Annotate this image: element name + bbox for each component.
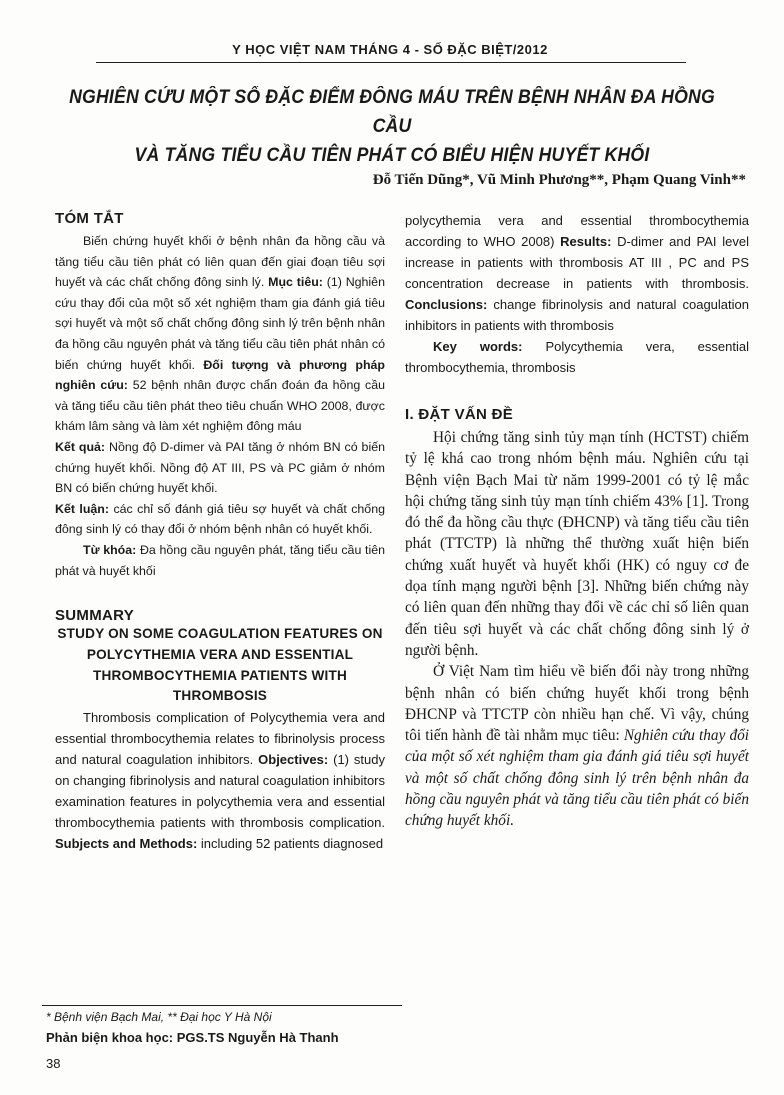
- abstract-vi-body: [55, 231, 385, 437]
- keywords-en-label: Key words:: [433, 339, 523, 354]
- journal-header: Y HỌC VIỆT NAM THÁNG 4 - SỐ ĐẶC BIỆT/2012: [232, 42, 548, 57]
- conclusion-para: [55, 499, 385, 540]
- section-1-para-2: [405, 661, 749, 831]
- subjects-label: Đối tượng và phương pháp nghiên cứu:: [55, 357, 385, 393]
- keywords-en-text: Polycythemia vera, essential thrombocythemia, thrombosis: [405, 339, 749, 375]
- objective-text: (1) Nghiên cứu thay đổi của một số xét nghiệm tham gia đánh giá tiêu sợi huyết và một số chất chống đông sinh lý trên bệnh nhân đa hồng cầu nguyên phát và tăng tiểu cầu tiên phát nhân có biến chứng huyết khối.: [55, 275, 385, 372]
- results-para: [55, 437, 385, 499]
- keywords-vi-label: Từ khóa:: [83, 542, 137, 557]
- summary-intro: Thrombosis complication of Polycythemia vera and essential thrombocythemia relates to fibrinolysis process and natural coagulation inhibitors.: [55, 710, 385, 768]
- objectives-text: (1) study on changing fibrinolysis and natural coagulation inhibitors examination features in polycythemia vera and essential thrombocythemia patients with thrombosis complication.: [55, 752, 385, 831]
- keywords-en-para: [405, 336, 749, 378]
- header-rule: [96, 62, 686, 63]
- objectives-label: Objectives:: [258, 752, 329, 768]
- summary-continued: [405, 210, 749, 378]
- subjects-text: 52 bệnh nhân được chẩn đoán đa hồng cầu và tăng tiểu cầu tiên phát theo tiêu chuẩn WHO 2008, được khám lâm sàng và làm xét nghiệm đông máu: [55, 378, 385, 434]
- section-1-para-1: Hội chứng tăng sinh tủy mạn tính (HCTST) chiếm tỷ lệ khá cao trong nhóm bệnh máu. Nghiên cứu tại Bệnh viện Bạch Mai từ năm 1999-2001 có tỷ lệ mắc hội chứng tăng sinh tủy mạn tính chiếm 43% [1]. Trong đó thể đa hồng cầu thực (ĐHCNP) và tăng tiểu cầu tiên phát (TTCTP) là những thể thường xuất hiện biến chứng xuất huyết và huyết khối (HK) có nguy cơ đe dọa tính mạng người bệnh [3]. Những biến chứng này có liên quan đến những thay đổi về các chỉ số liên quan đến tiêu sợi huyết và các chất chống đông sinh lý ở người bệnh.: [405, 429, 749, 659]
- title-line-1: NGHIÊN CỨU MỘT SỐ ĐẶC ĐIỂM ĐÔNG MÁU TRÊN BỆNH NHÂN ĐA HỒNG CẦU: [69, 87, 715, 137]
- title-line-2: VÀ TĂNG TIỂU CẦU TIÊN PHÁT CÓ BIỂU HIỆN HUYẾT KHỐI: [134, 145, 650, 166]
- conclusions-en-text: change fibrinolysis and natural coagulation inhibitors in patients with thrombosis: [405, 297, 749, 333]
- results-en-text: D-dimer and PAI level increase in patients with thrombosis AT III , PC and PS concentration decrease in patients with thrombosis.: [405, 234, 749, 291]
- results-en-label: Results:: [560, 234, 612, 249]
- affiliations-footnote: * Bệnh viện Bạch Mai, ** Đại học Y Hà Nội: [46, 1010, 272, 1024]
- abstract-vi: [55, 231, 385, 581]
- keywords-vi-text: Đa hồng cầu nguyên phát, tăng tiểu cầu tiên phát và huyết khối: [55, 542, 385, 578]
- summary-body: [55, 707, 385, 854]
- section-1-para-2-text: Ở Việt Nam tìm hiểu về biến đổi này trong những bệnh nhân có biến chứng huyết khối trong bệnh ĐHCNP và TTCTP còn nhiều hạn chế. Vì vậy, chúng tôi tiến hành đề tài nhằm mục tiêu:: [405, 663, 749, 745]
- objective-label: Mục tiêu:: [268, 275, 323, 290]
- footnote-rule: [42, 1005, 402, 1006]
- section-1-body: [405, 427, 749, 832]
- section-1-aim: Nghiên cứu thay đổi của một số xét nghiệm tham gia đánh giá tiêu sợi huyết và một số chất chống đông sinh lý trên bệnh nhân đa hồng cầu nguyên phát và tăng tiểu cầu tiên phát có biến chứng huyết khối.: [405, 727, 750, 830]
- summary-para-cont: [405, 210, 749, 336]
- subjects-en-text-end: polycythemia vera and essential thrombocythemia according to WHO 2008): [405, 213, 749, 249]
- summary-para-1: [55, 707, 385, 854]
- left-column: [55, 210, 385, 854]
- article-title: [65, 83, 720, 170]
- section-1-heading: I. ĐẶT VẤN ĐỀ: [405, 406, 514, 423]
- abstract-vi-heading: TÓM TẮT: [55, 210, 124, 227]
- summary-title: STUDY ON SOME COAGULATION FEATURES ON POLYCYTHEMIA VERA AND ESSENTIAL THROMBOCYTHEMIA PATIENTS WITH THROMBOSIS: [57, 626, 383, 704]
- results-label: Kết quả:: [55, 439, 106, 454]
- keywords-vi-para: [55, 540, 385, 581]
- summary-heading: SUMMARY: [55, 607, 135, 625]
- conclusion-label: Kết luận:: [55, 501, 109, 516]
- abstract-vi-intro: Biến chứng huyết khối ở bệnh nhân đa hồng cầu và tăng tiểu cầu tiên phát có liên quan đến giai đoạn tiêu sợi huyết và các chất chống đông sinh lý.: [55, 234, 385, 290]
- right-column: [405, 210, 749, 832]
- results-text: Nồng độ D-dimer và PAI tăng ở nhóm BN có biến chứng huyết khối. Nồng độ AT III, PS và PC giảm ở nhóm BN có biến chứng huyết khối.: [55, 439, 385, 496]
- conclusions-en-label: Conclusions:: [405, 297, 488, 312]
- conclusion-text: các chỉ số đánh giá tiêu sợ huyết và chất chống đông sinh lý có thay đổi ở nhóm bệnh nhân có huyết khối.: [55, 501, 385, 537]
- reviewer-note: Phản biện khoa học: PGS.TS Nguyễn Hà Thanh: [46, 1030, 339, 1045]
- subjects-en-label: Subjects and Methods:: [55, 836, 198, 852]
- authors: Đỗ Tiến Dũng*, Vũ Minh Phương**, Phạm Quang Vinh**: [372, 172, 746, 188]
- page-number: 38: [46, 1056, 61, 1071]
- subjects-en-text-start: including 52 patients diagnosed: [200, 836, 384, 852]
